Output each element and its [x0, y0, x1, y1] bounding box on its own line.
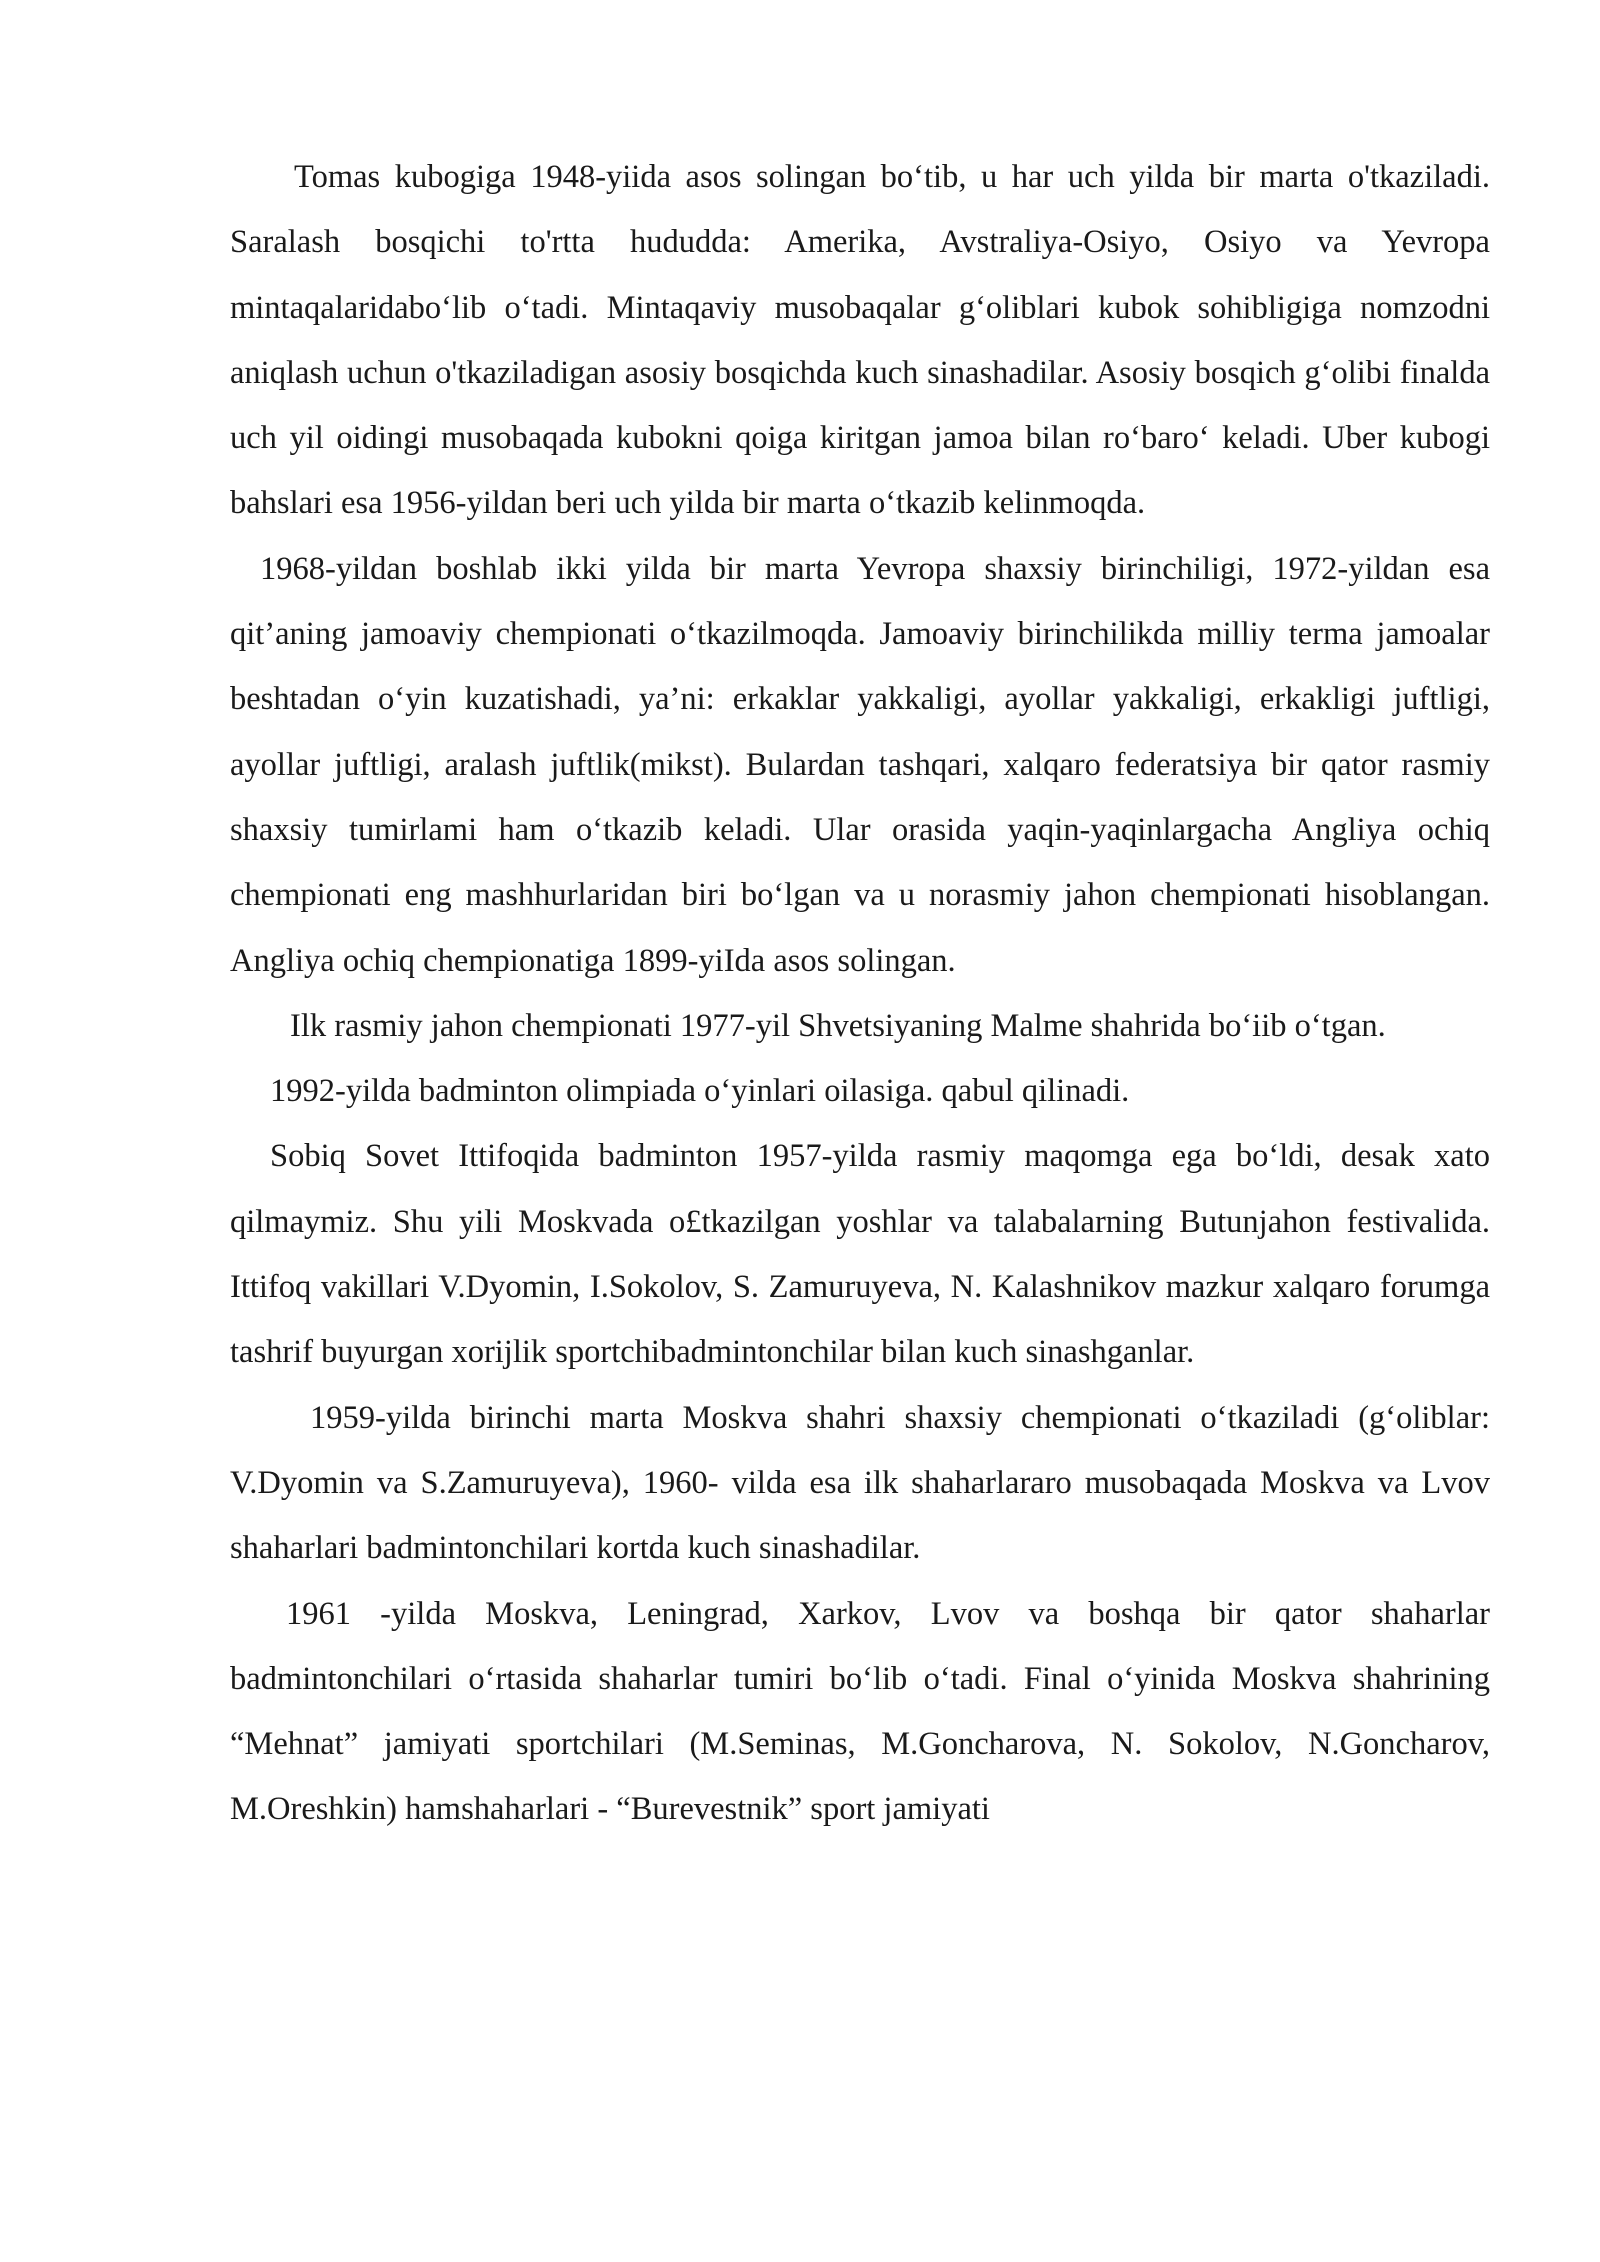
paragraph-city-tournament: 1961 -yilda Moskva, Leningrad, Xarkov, Lvov va boshqa bir qator shaharlar badmintonchilari o‘rtasida shaharlar tumiri bo‘lib o‘tadi. Final o‘yinida Moskva shahrining “Mehnat” jamiyati sportchilari (M.Seminas, M.Goncharova, N. Sokolov, N.Goncharov, M.Oreshkin) hamshaharlari - “Burevestnik” sport jamiyati	[230, 1595, 1490, 1828]
paragraph-soviet-union: Sobiq Sovet Ittifoqida badminton 1957-yilda rasmiy maqomga ega bo‘ldi, desak xato qilmaymiz. Shu yili Moskvada o£tkazilgan yoshlar va talabalarning Butunjahon festivalida. Ittifoq vakillari V.Dyomin, I.Sokolov, S. Zamuruyeva, N. Kalashnikov mazkur xalqaro forumga tashrif buyurgan xorijlik sportchibadmintonchilar bilan kuch sinashganlar.	[230, 1138, 1490, 1371]
paragraph-moscow-championship: 1959-yilda birinchi marta Moskva shahri shaxsiy chempionati o‘tkaziladi (g‘oliblar: V.Dyomin va S.Zamuruyeva), 1960- vilda esa ilk shaharlararo musobaqada Moskva va Lvov shaharlari badmintonchilari kortda kuch sinashadilar.	[230, 1399, 1490, 1567]
paragraph-olympic-inclusion: 1992-yilda badminton olimpiada o‘yinlari oilasiga. qabul qilinadi.	[270, 1073, 1130, 1110]
document-body	[230, 145, 1490, 1843]
paragraph-tomas-cup: Tomas kubogiga 1948-yiida asos solingan bo‘tib, u har uch yilda bir marta o'tkaziladi. Saralash bosqichi to'rtta hududda: Amerika, Avstraliya-Osiyo, Osiyo va Yevropa mintaqalaridabo‘lib o‘tadi. Mintaqaviy musobaqalar g‘oliblari kubok sohibligiga nomzodni aniqlash uchun o'tkaziladigan asosiy bosqichda kuch sinashadilar. Asosiy bosqich g‘olibi finalda uch yil oidingi musobaqada kubokni qoiga kiritgan jamoa bilan ro‘baro‘ keladi. Uber kubogi bahslari esa 1956-yildan beri uch yilda bir marta o‘tkazib kelinmoqda.	[230, 159, 1490, 522]
paragraph-first-world-championship: Ilk rasmiy jahon chempionati 1977-yil Shvetsiyaning Malme shahrida bo‘iib o‘tgan.	[290, 1007, 1386, 1044]
paragraph-european-championships: 1968-yildan boshlab ikki yilda bir marta Yevropa shaxsiy birinchiligi, 1972-yildan esa qit’aning jamoaviy chempionati o‘tkazilmoqda. Jamoaviy birinchilikda milliy terma jamoalar beshtadan o‘yin kuzatishadi, ya’ni: erkaklar yakkaligi, ayollar yakkaligi, erkakligi juftligi, ayollar juftligi, aralash juftlik(mikst). Bulardan tashqari, xalqaro federatsiya bir qator rasmiy shaxsiy tumirlami ham o‘tkazib keladi. Ular orasida yaqin-yaqinlargacha Angliya ochiq chempionati eng mashhurlaridan biri bo‘lgan va u norasmiy jahon chempionati hisoblangan. Angliya ochiq chempionatiga 1899-yiIda asos solingan.	[230, 550, 1490, 979]
